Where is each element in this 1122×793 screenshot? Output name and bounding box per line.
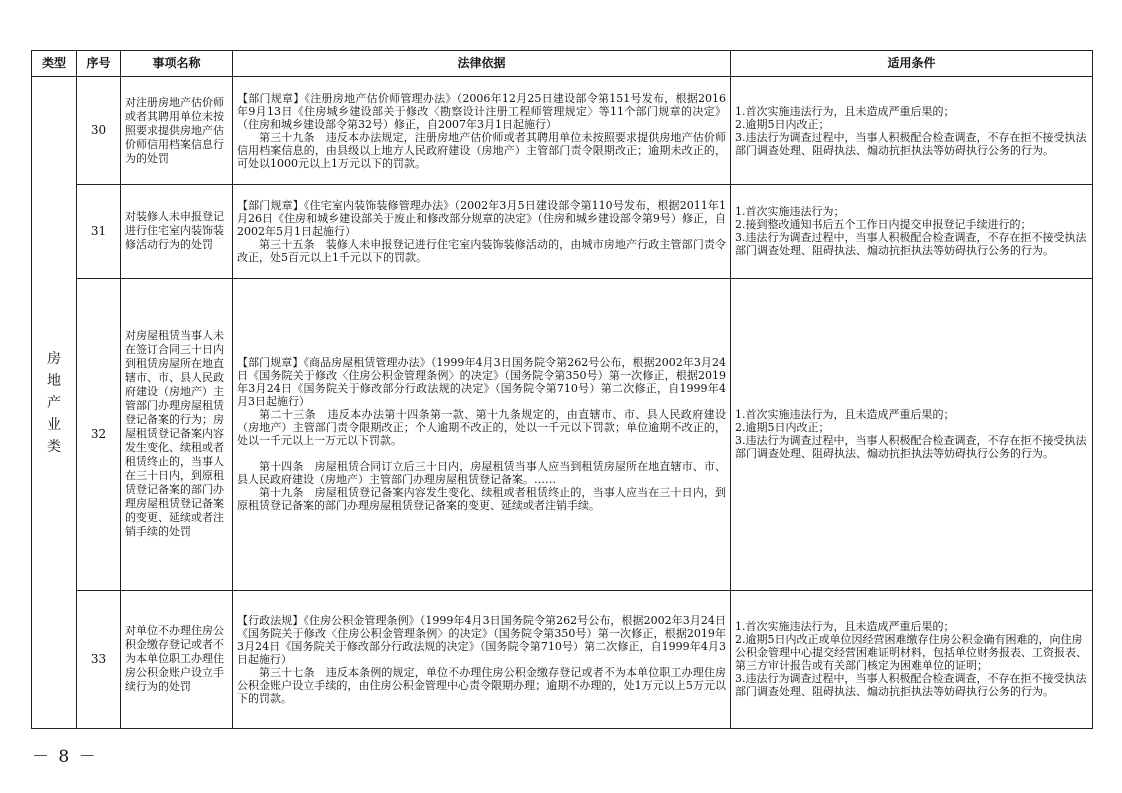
item-name: 对注册房地产估价师或者其聘用单位未按照要求提供房地产估价师信用档案信息行为的处罚 xyxy=(121,77,233,185)
condition-item: 2.逾期5日内改正； xyxy=(735,117,830,131)
table-row xyxy=(32,185,1093,278)
basis-paragraph: 第三十九条 违反本办法规定，注册房地产估价师或者其聘用单位未按照要求提供房地产估价师信用档案信息的，由县级以上地方人民政府建设（房地产）主管部门责令限期改正；逾期未改正的，可处以1000元以上1万元以下的罚款。 xyxy=(237,130,726,170)
header-type: 类型 xyxy=(32,51,77,77)
condition-item: 2.逾期5日内改正或单位因经营困难缴存住房公积金确有困难的，向住房公积金管理中心提交经营困难证明材料，包括单位财务报表、工资报表、第三方审计报告或有关部门核定为困难单位的证明； xyxy=(735,633,1087,673)
condition-item: 1.首次实施违法行为，且未造成严重后果的； xyxy=(735,408,955,422)
paragraph-gap xyxy=(237,447,726,460)
basis-paragraph: 【部门规章】《住宅室内装饰装修管理办法》（2002年3月5日建设部令第110号发布，根据2011年1月26日《住房和城乡建设部关于废止和修改部分规章的决定》（住房和城乡建设部令第9号）修正，自2002年5月1日起施行） xyxy=(237,198,726,238)
row-number: 33 xyxy=(77,590,121,728)
basis-paragraph: 第十四条 房屋租赁合同订立后三十日内，房屋租赁当事人应当到租赁房屋所在地直辖市、市、县人民政府建设（房地产）主管部门办理房屋租赁登记备案。…… xyxy=(237,460,726,487)
condition-item: 1.首次实施违法行为； xyxy=(735,205,845,219)
category-cell xyxy=(32,77,77,729)
conditions xyxy=(731,278,1093,590)
basis-paragraph: 【行政法规】《住房公积金管理条例》（1999年4月3日国务院令第262号公布，根据2002年3月24日《国务院关于修改〈住房公积金管理条例〉的决定》（国务院令第350号）第一次修正，根据2019年3月24日《国务院关于修改部分行政法规的决定》（国务院令第710号）第二次修正，自1999年4月3日起施行） xyxy=(237,613,726,666)
header-no: 序号 xyxy=(77,51,121,77)
basis-paragraph: 【部门规章】《商品房屋租赁管理办法》（1999年4月3日国务院令第262号公布，根据2002年3月24日《国务院关于修改〈住房公积金管理条例〉的决定》（国务院令第350号）第一次修正，根据2019年3月24日《国务院关于修改部分行政法规的决定》（国务院令第710号）第二次修正，自1999年4月3日起施行） xyxy=(237,356,726,409)
basis-paragraph: 第二十三条 违反本办法第十四条第一款、第十九条规定的，由直辖市、市、县人民政府建设（房地产）主管部门责令限期改正；个人逾期不改正的，处以一千元以下罚款；单位逾期不改正的，处以一千元以上一万元以下罚款。 xyxy=(237,408,726,448)
table-row xyxy=(32,590,1093,728)
header-name: 事项名称 xyxy=(121,51,233,77)
condition-item: 2.接到整改通知书后五个工作日内提交申报登记手续进行的； xyxy=(735,218,1032,232)
condition-item: 3.违法行为调查过程中，当事人积极配合检查调查，不存在拒不接受执法部门调查处理、阻碍执法、煽动抗拒执法等妨碍执行公务的行为。 xyxy=(735,672,1087,699)
condition-item: 1.首次实施违法行为，且未造成严重后果的； xyxy=(735,620,955,634)
header-basis: 法律依据 xyxy=(233,51,731,77)
penalty-table xyxy=(31,50,1093,729)
basis-paragraph: 【部门规章】《注册房地产估价师管理办法》（2006年12月25日建设部令第151号发布，根据2016年9月13日《住房城乡建设部关于修改〈勘察设计注册工程师管理规定〉等11个部门规章的决定》（住房和城乡建设部令第32号）修正，自2007年3月1日起施行） xyxy=(237,91,726,131)
row-number: 30 xyxy=(77,77,121,185)
condition-item: 3.违法行为调查过程中，当事人积极配合检查调查，不存在拒不接受执法部门调查处理、阻碍执法、煽动抗拒执法等妨碍执行公务的行为。 xyxy=(735,434,1087,461)
conditions xyxy=(731,77,1093,185)
category-label: 房地产业类 xyxy=(47,350,61,455)
table-header-row xyxy=(32,51,1093,77)
legal-basis xyxy=(233,77,731,185)
legal-basis xyxy=(233,590,731,728)
conditions xyxy=(731,590,1093,728)
basis-paragraph: 第三十七条 违反本条例的规定，单位不办理住房公积金缴存登记或者不为本单位职工办理住房公积金账户设立手续的，由住房公积金管理中心责令限期办理；逾期不办理的，处1万元以上5万元以下的罚款。 xyxy=(237,665,726,705)
condition-item: 3.违法行为调查过程中，当事人积极配合检查调查，不存在拒不接受执法部门调查处理、阻碍执法、煽动抗拒执法等妨碍执行公务的行为。 xyxy=(735,231,1087,258)
legal-basis xyxy=(233,278,731,590)
item-name: 对单位不办理住房公积金缴存登记或者不为本单位职工办理住房公积金账户设立手续行为的处罚 xyxy=(121,590,233,728)
table-row xyxy=(32,77,1093,185)
conditions xyxy=(731,185,1093,278)
header-condition: 适用条件 xyxy=(731,51,1093,77)
item-name: 对房屋租赁当事人未在签订合同三十日内到租赁房屋所在地直辖市、市、县人民政府建设（房地产）主管部门办理房屋租赁登记备案的行为；房屋租赁登记备案内容发生变化、续租或者租赁终止的，当事人在三十日内，到原租赁登记备案的部门办理房屋租赁登记备案的变更、延续或者注销手续的处罚 xyxy=(121,278,233,590)
legal-basis xyxy=(233,185,731,278)
basis-paragraph: 第三十五条 装修人未申报登记进行住宅室内装饰装修活动的，由城市房地产行政主管部门责令改正，处5百元以上1千元以下的罚款。 xyxy=(237,237,726,264)
item-name: 对装修人未申报登记进行住宅室内装饰装修活动行为的处罚 xyxy=(121,185,233,278)
table-row xyxy=(32,278,1093,590)
condition-item: 2.逾期5日内改正； xyxy=(735,421,830,435)
basis-paragraph: 第十九条 房屋租赁登记备案内容发生变化、续租或者租赁终止的，当事人应当在三十日内，到原租赁登记备案的部门办理房屋租赁登记备案的变更、延续或者注销手续。 xyxy=(237,486,726,513)
page-number: － 8 － xyxy=(32,747,98,767)
condition-item: 1.首次实施违法行为，且未造成严重后果的； xyxy=(735,104,955,118)
condition-item: 3.违法行为调查过程中，当事人积极配合检查调查，不存在拒不接受执法部门调查处理、阻碍执法、煽动抗拒执法等妨碍执行公务的行为。 xyxy=(735,130,1087,157)
row-number: 31 xyxy=(77,185,121,278)
row-number: 32 xyxy=(77,278,121,590)
